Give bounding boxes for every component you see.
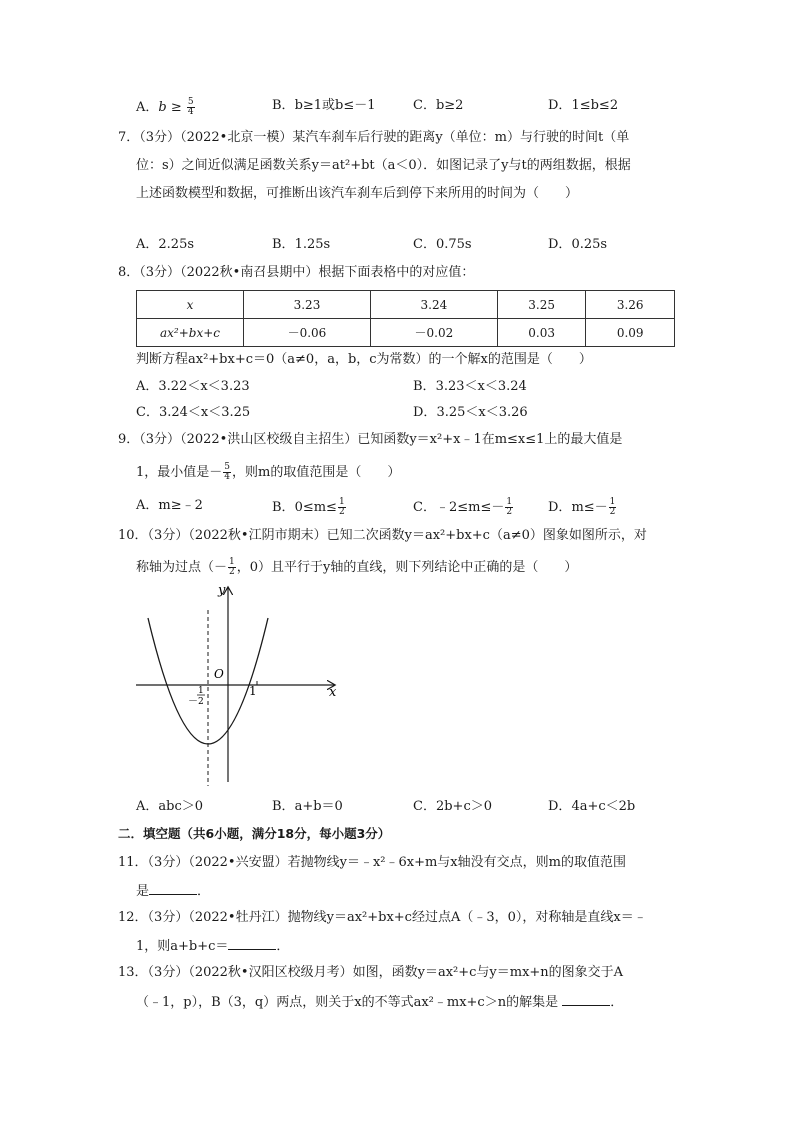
q7-option-d: D．0.25s (548, 237, 608, 252)
answer-blank[interactable] (228, 937, 276, 950)
fraction: $\frac{1}{2}$ (506, 497, 513, 517)
q8-options-row-2 (0, 405, 794, 423)
table-row (137, 319, 675, 347)
q10-option-b: B．a+b＝0 (272, 799, 343, 814)
q7-options (0, 237, 794, 255)
q6-option-a: A．b ≥ $\frac{5}{4}$ (136, 97, 194, 117)
fraction: $\frac{5}{4}$ (187, 97, 194, 117)
table-cell: －0.06 (244, 319, 371, 347)
answer-blank[interactable] (149, 882, 197, 895)
tick-half-numerator: 1 (198, 686, 204, 696)
fraction: $\frac{1}{2}$ (229, 557, 235, 577)
q8-value-table (136, 290, 675, 347)
section-2-title: 二．填空题（共6小题，满分18分，每小题3分） (118, 826, 391, 841)
q7-line-3: 上述函数模型和数据，可推断出该汽车刹车后到停下来所用的时间为（ ） (136, 186, 579, 201)
table-cell: 3.26 (586, 291, 675, 319)
table-cell: 3.23 (244, 291, 371, 319)
q11-line-2: 是 ． (136, 884, 211, 899)
q8-option-a: A．3.22＜x＜3.23 (136, 379, 250, 394)
q9-options (0, 498, 794, 516)
q7-line-2: 位：s）之间近似满足函数关系y＝at²+bt（a＜0）．如图记录了y与t的两组数据，根据 (136, 158, 631, 173)
tick-one-label: 1 (249, 684, 257, 698)
q7-line-1: 7．（3分）（2022•北京一模）某汽车刹车后行驶的距离y（单位：m）与行驶的时间t（单 (118, 130, 630, 145)
q7-option-c: C．0.75s (413, 237, 472, 252)
q7-option-a: A．2.25s (136, 237, 195, 252)
q9-line-1: 9．（3分）（2022•洪山区校级自主招生）已知函数y＝x²+x﹣1在m≤x≤1上的最大值是 (118, 432, 623, 447)
q10-option-c: C．2b+c＞0 (413, 799, 492, 814)
q10-option-a: A．abc＞0 (136, 799, 204, 814)
q11-line-1: 11．（3分）（2022•兴安盟）若抛物线y＝﹣x²﹣6x+m与x轴没有交点，则m的取值范围 (118, 855, 626, 870)
table-cell: 0.09 (586, 319, 675, 347)
q13-line-1: 13．（3分）（2022秋•汉阳区校级月考）如图，函数y＝ax²+c与y＝mx+n的图象交于A (118, 965, 624, 980)
q6-options (0, 98, 794, 116)
q12-line-1: 12．（3分）（2022•牡丹江）抛物线y＝ax²+bx+c经过点A（﹣3，0），对称轴是直线x＝﹣ (118, 910, 647, 925)
q8-option-d: D．3.25＜x＜3.26 (413, 405, 528, 420)
q6-option-d: D．1≤b≤2 (548, 98, 619, 113)
x-axis-label: x (329, 685, 337, 700)
q10-line-1: 10．（3分）（2022秋•江阴市期末）已知二次函数y＝ax²+bx+c（a≠0）图象如图所示，对 (118, 528, 647, 543)
fraction: $\frac{5}{4}$ (224, 462, 231, 482)
y-axis-label: y (218, 583, 226, 598)
fraction: $\frac{1}{2}$ (609, 497, 616, 517)
q12-line-2: 1，则a+b+c＝ ． (136, 939, 290, 954)
tick-half-denominator: 2 (198, 697, 204, 707)
table-cell: 0.03 (497, 319, 586, 347)
table-cell: x (137, 291, 244, 319)
q8-line-1: 8．（3分）（2022秋•南召县期中）根据下面表格中的对应值： (118, 265, 475, 280)
table-cell: 3.24 (370, 291, 497, 319)
answer-blank[interactable] (562, 993, 610, 1006)
q9-option-a: A．m≥﹣2 (136, 498, 203, 513)
tick-half-sign: － (188, 696, 198, 707)
q7-option-b: B．1.25s (272, 237, 331, 252)
q8-option-c: C．3.24＜x＜3.25 (136, 405, 251, 420)
q10-options (0, 799, 794, 817)
q10-parabola-graph (130, 580, 350, 790)
q9-option-c: C．﹣2≤m≤－ $\frac{1}{2}$ (413, 497, 513, 517)
q8-question: 判断方程ax²+bx+c＝0（a≠0，a，b，c为常数）的一个解x的范围是（ ） (136, 352, 592, 367)
q8-option-b: B．3.23＜x＜3.24 (413, 379, 527, 394)
q13-line-2: （﹣1，p），B（3，q）两点，则关于x的不等式ax²﹣mx+c＞n的解集是 ． (136, 995, 624, 1010)
table-cell: －0.02 (370, 319, 497, 347)
table-cell: ax²+bx+c (137, 319, 244, 347)
origin-label: O (214, 667, 224, 681)
q6-option-c: C．b≥2 (413, 98, 464, 113)
q9-line-2: 1，最小值是－ $\frac{5}{4}$ ，则m的取值范围是（ ） (136, 462, 401, 482)
table-cell: 3.25 (497, 291, 586, 319)
q10-line-2: 称轴为过点（－ $\frac{1}{2}$ ，0）且平行于y轴的直线，则下列结论中正确的是（ ） (136, 557, 578, 577)
fraction: $\frac{1}{2}$ (338, 497, 345, 517)
q6-option-b: B．b≥1或b≤－1 (272, 98, 376, 113)
q9-option-b: B．0≤m≤ $\frac{1}{2}$ (272, 497, 345, 517)
table-row (137, 291, 675, 319)
q9-option-d: D．m≤－ $\frac{1}{2}$ (548, 497, 616, 517)
q8-options-row-1 (0, 379, 794, 397)
q10-option-d: D．4a+c＜2b (548, 799, 636, 814)
